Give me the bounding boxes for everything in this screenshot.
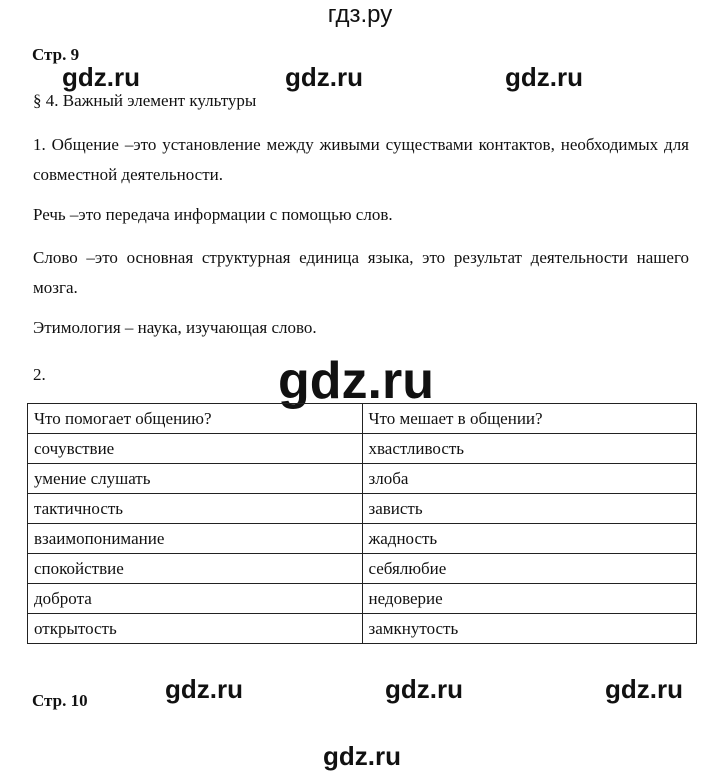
table-row (28, 524, 697, 554)
table-row (28, 494, 697, 524)
comparison-table (27, 403, 697, 644)
watermark-large: gdz.ru (278, 352, 434, 410)
table-cell: себялюбие (362, 554, 697, 584)
watermark: gdz.ru (62, 62, 140, 92)
table-row (28, 584, 697, 614)
table-cell: сочувствие (28, 434, 363, 464)
table-cell: злоба (362, 464, 697, 494)
table-cell: хвастливость (362, 434, 697, 464)
header-cell-hinders: Что мешает в общении? (362, 404, 697, 434)
table-cell: жадность (362, 524, 697, 554)
table-header-row (28, 404, 697, 434)
table-cell: спокойствие (28, 554, 363, 584)
watermark: gdz.ru (165, 674, 243, 704)
table-row (28, 434, 697, 464)
table-cell: зависть (362, 494, 697, 524)
definition-communication: 1. Общение –это установление между живыми существами контактов, необходимых для совместной деятельности. (33, 135, 689, 184)
site-header: гдз.ру (327, 1, 393, 28)
watermark: gdz.ru (605, 674, 683, 704)
table-row (28, 554, 697, 584)
watermark: gdz.ru (385, 674, 463, 704)
task-2-label: 2. (33, 365, 46, 384)
watermark: gdz.ru (323, 741, 401, 771)
header-cell-helps: Что помогает общению? (28, 404, 363, 434)
table-cell: доброта (28, 584, 363, 614)
definition-etymology: Этимология – наука, изучающая слово. (33, 318, 317, 337)
table-cell: открытость (28, 614, 363, 644)
watermark: gdz.ru (505, 62, 583, 92)
section-title: § 4. Важный элемент культуры (33, 91, 257, 110)
table-cell: замкнутость (362, 614, 697, 644)
page-label-9: Стр. 9 (32, 45, 80, 64)
table-cell: тактичность (28, 494, 363, 524)
watermark: gdz.ru (285, 62, 363, 92)
definition-word: Слово –это основная структурная единица языка, это результат деятельности нашего мозга. (33, 248, 689, 297)
table-cell: взаимопонимание (28, 524, 363, 554)
table-cell: умение слушать (28, 464, 363, 494)
table-row (28, 464, 697, 494)
definition-speech: Речь –это передача информации с помощью слов. (33, 205, 393, 224)
table-cell: недоверие (362, 584, 697, 614)
table-row (28, 614, 697, 644)
page-label-10: Стр. 10 (32, 691, 88, 710)
